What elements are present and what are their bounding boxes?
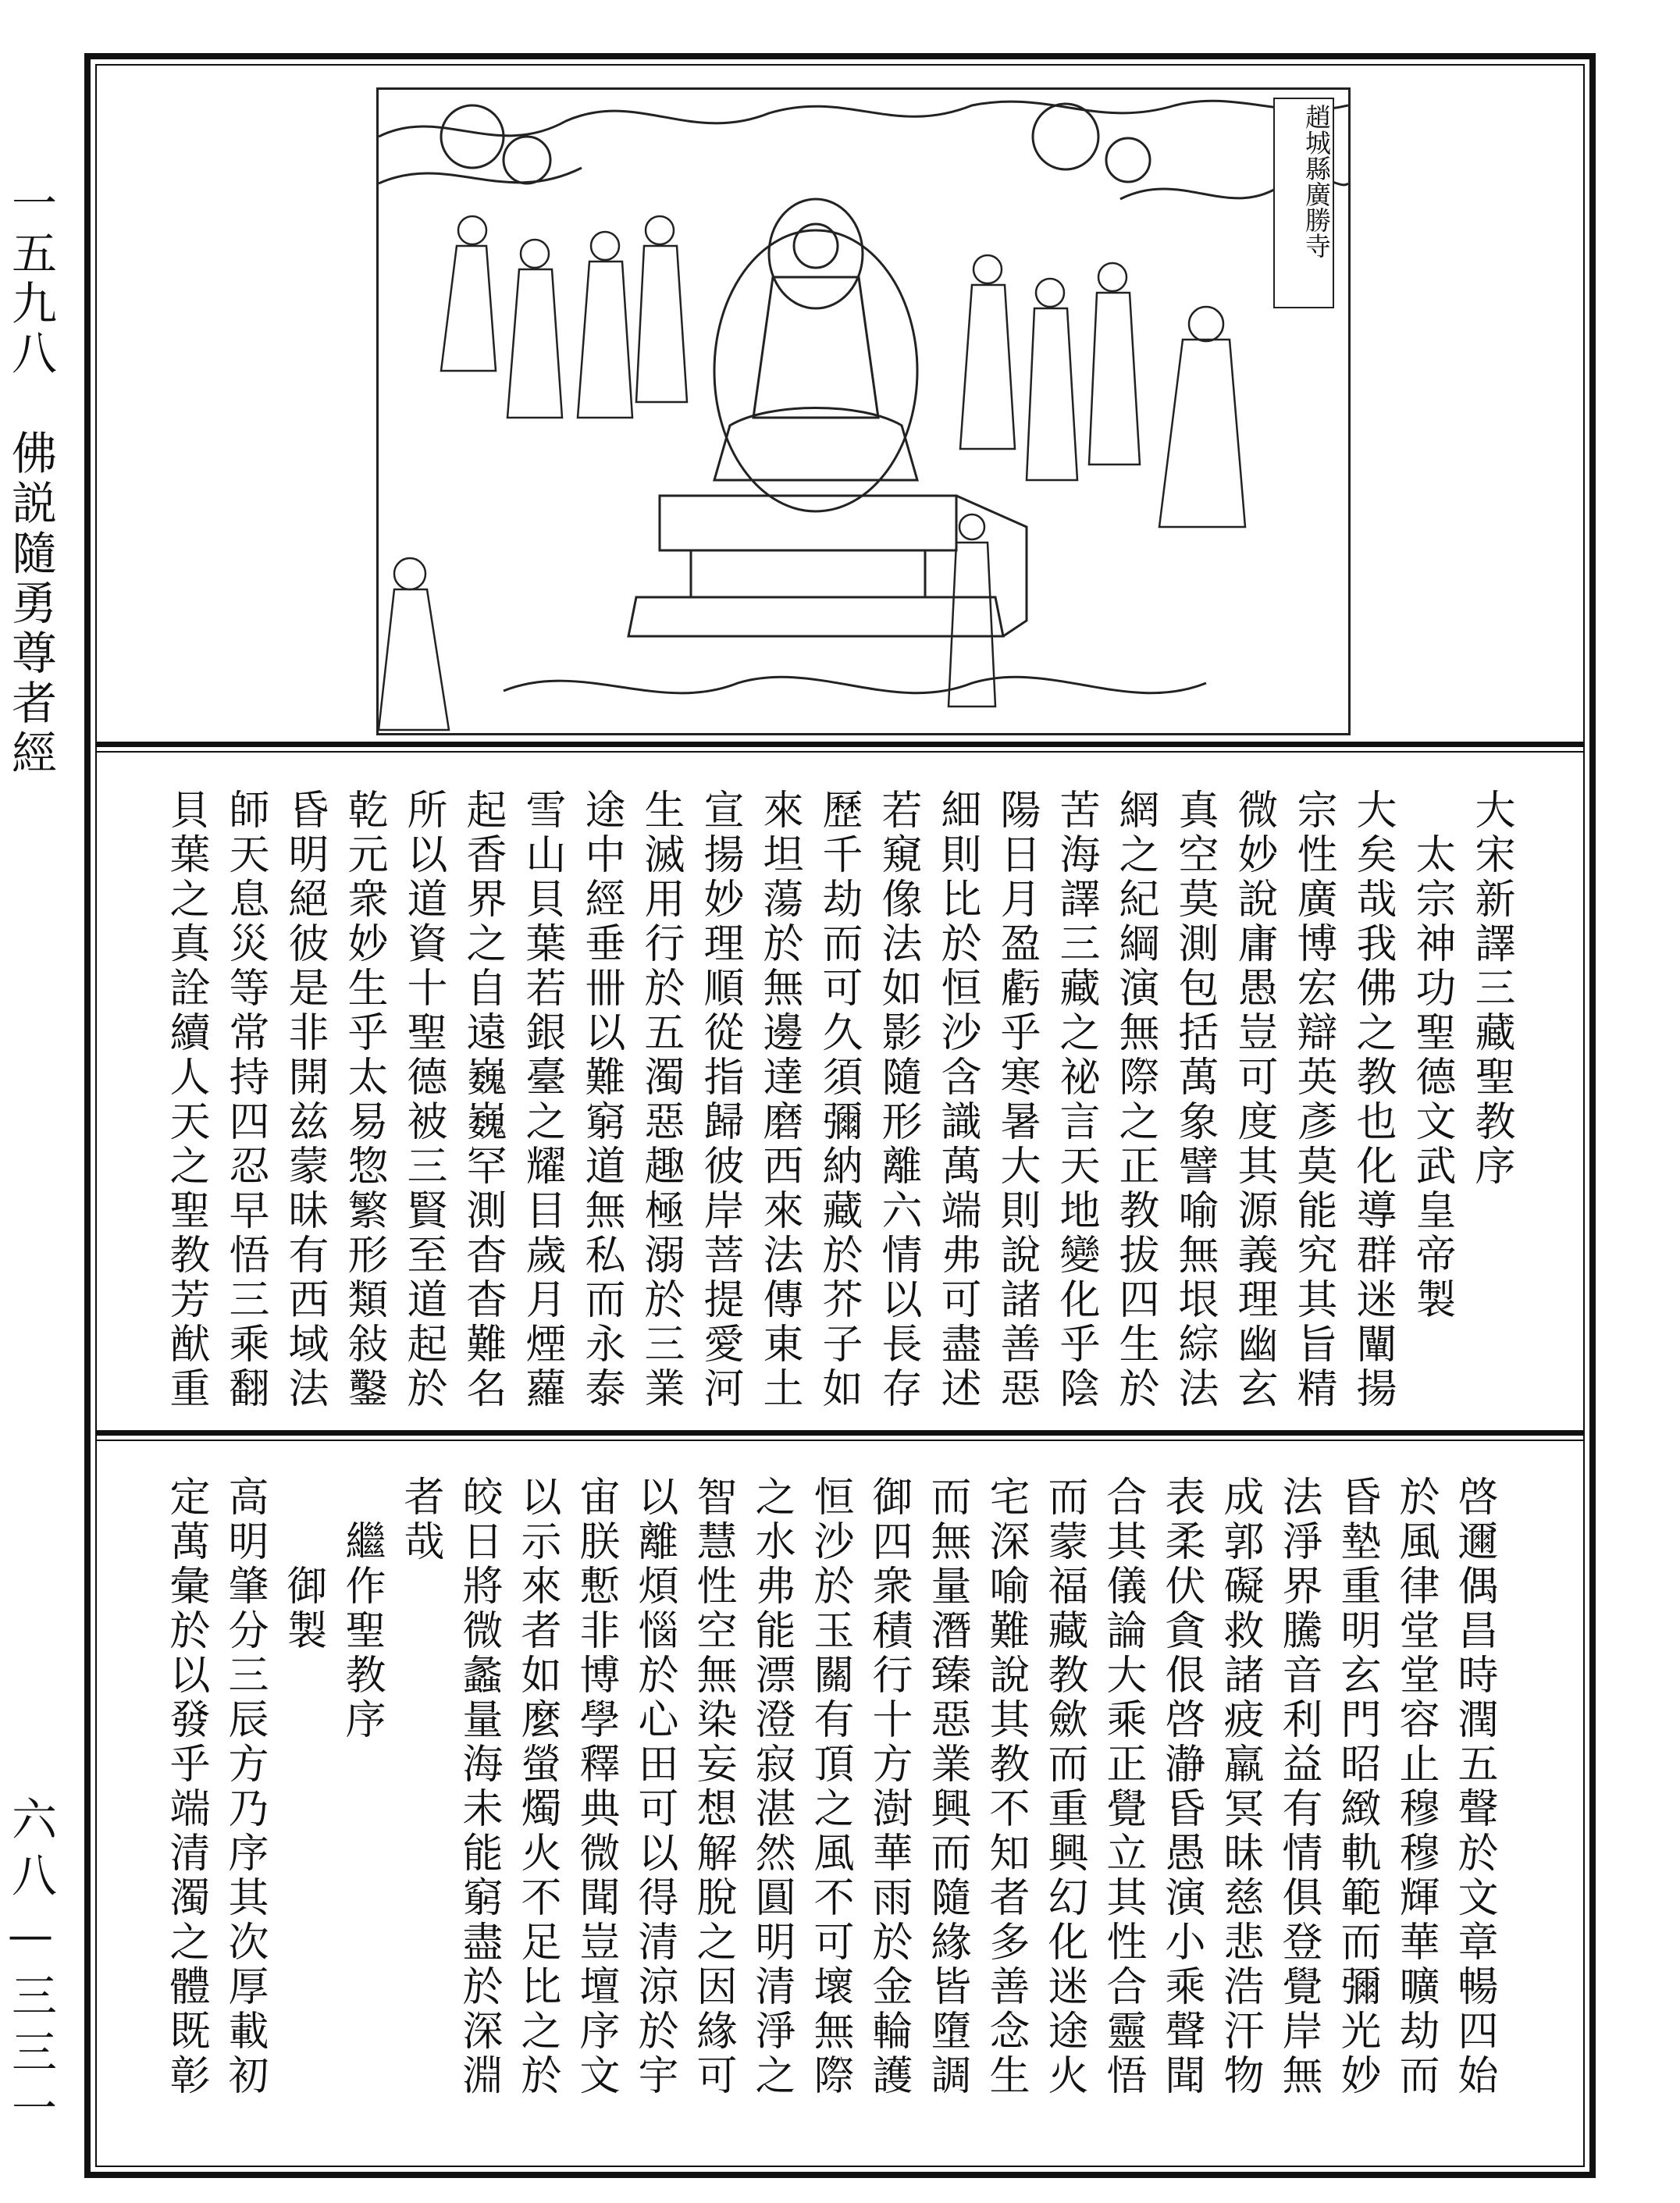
text-column: 而蒙福藏教歛而重興幻化迷途火 (1041, 1475, 1087, 2098)
margin-label-bottom: 六八—三三一 (4, 1795, 57, 2141)
text-column: 成郭礙救諸疲羸冥昧慈悲浩汗物 (1216, 1475, 1263, 2098)
text-column: 細則比於恒沙含識萬端弗可盡述 (934, 788, 981, 1411)
text-column: 御四衆積行十方澍華雨於金輪護 (865, 1475, 912, 2098)
text-column: 者哉 (397, 1475, 443, 1564)
text-column: 合其儀論大乘正覺立其性合靈悟 (1099, 1475, 1146, 2098)
text-column: 繼作聖教序 (338, 1475, 385, 1742)
text-column: 御製 (279, 1475, 326, 1653)
preface-columns (156, 788, 1521, 1413)
text-column: 起香界之自遠巍巍罕測杳杳難名 (459, 788, 506, 1411)
text-column: 宙朕慙非博學釋典微聞豈壇序文 (572, 1475, 619, 2098)
text-column: 師天息災等常持四忍早悟三乘翻 (222, 788, 269, 1411)
text-column: 來坦蕩於無邊達磨西來法傳東土 (756, 788, 803, 1411)
text-column: 恒沙於玉關有頂之風不可壞無際 (806, 1475, 853, 2098)
text-column: 途中經垂卌以難窮道無私而永泰 (578, 788, 625, 1411)
text-column: 而無量潛臻惡業興而隨緣皆墮調 (924, 1475, 970, 2098)
text-column: 定萬彙於以發乎端清濁之體既彰 (162, 1475, 209, 2098)
text-column: 高明肇分三辰方乃序其次厚載初 (221, 1475, 268, 2098)
text-column: 微妙說庸愚豈可度其源義理幽玄 (1230, 788, 1277, 1411)
text-column: 皎日將微蠡量海未能窮盡於深淵 (455, 1475, 502, 2098)
text-column: 昏明絕彼是非開兹蒙昧有西域法 (281, 788, 328, 1411)
text-column: 以離煩惱於心田可以得清涼於宇 (631, 1475, 678, 2098)
text-column: 若窺像法如影隨形離六情以長存 (874, 788, 921, 1411)
frontispiece-woodblock-image (379, 90, 1348, 733)
text-column: 苦海譯三藏之祕言天地變化乎陰 (1052, 788, 1099, 1411)
text-column: 乾元衆妙生乎太易惣繁形類敍鑿 (340, 788, 387, 1411)
text-column: 智慧性空無染妄想解脫之因緣可 (689, 1475, 736, 2098)
text-column: 大宋新譯三藏聖教序 (1468, 788, 1514, 1189)
text-column: 歷千劫而可久須彌納藏於芥子如 (815, 788, 862, 1411)
continuation-text-panel (156, 1475, 1503, 2162)
continuation-columns (156, 1475, 1503, 2162)
text-column: 生滅用行於五濁惡趣極溺於三業 (637, 788, 684, 1411)
text-column: 法淨界騰音利益有情俱登覺岸無 (1275, 1475, 1322, 2098)
divider-top (95, 742, 1585, 747)
text-column: 昏墊重明玄門昭緻軌範而彌光妙 (1333, 1475, 1380, 2098)
text-column: 所以道資十聖德被三賢至道起於 (400, 788, 447, 1411)
margin-label-top: 一五九八 佛説隨勇尊者經 (4, 180, 57, 779)
text-column: 大矣哉我佛之教也化導群迷闡揚 (1349, 788, 1396, 1411)
text-column: 以示來者如麼螢燭火不足比之於 (514, 1475, 561, 2098)
text-column: 宣揚妙理順從指歸彼岸菩提愛河 (696, 788, 743, 1411)
divider-middle (95, 1430, 1585, 1436)
divider-top-thin (95, 751, 1585, 753)
text-column: 宅深喻難說其教不知者多善念生 (982, 1475, 1029, 2098)
text-column: 真空莫測包括萬象譬喻無垠綜法 (1171, 788, 1218, 1411)
text-column: 雪山貝葉若銀臺之耀目歲月煙蘿 (518, 788, 565, 1411)
illustration-caption: 趙城縣廣勝寺 (1273, 98, 1334, 308)
text-column: 貝葉之真詮續人天之聖教芳猷重 (162, 788, 209, 1411)
text-column: 網之紀綱演無際之正教拔四生於 (1112, 788, 1159, 1411)
text-column: 啓邇偶昌時潤五聲於文章暢四始 (1450, 1475, 1497, 2098)
divider-middle-thin (95, 1440, 1585, 1441)
text-column: 太宗神功聖德文武皇帝製 (1408, 788, 1455, 1322)
preface-text-panel (155, 788, 1521, 1413)
text-column: 表柔伏貪佷啓瀞昏愚演小乘聲聞 (1158, 1475, 1205, 2098)
text-column: 於風律堂堂容止穆穆輝華曠劫而 (1392, 1475, 1439, 2098)
text-column: 宗性廣博宏辯英彥莫能究其旨精 (1290, 788, 1337, 1411)
frontispiece-illustration (376, 87, 1351, 735)
text-column: 陽日月盈虧乎寒暑大則說諸善惡 (993, 788, 1040, 1411)
text-column: 之水弗能漂澄寂湛然圓明清淨之 (748, 1475, 795, 2098)
